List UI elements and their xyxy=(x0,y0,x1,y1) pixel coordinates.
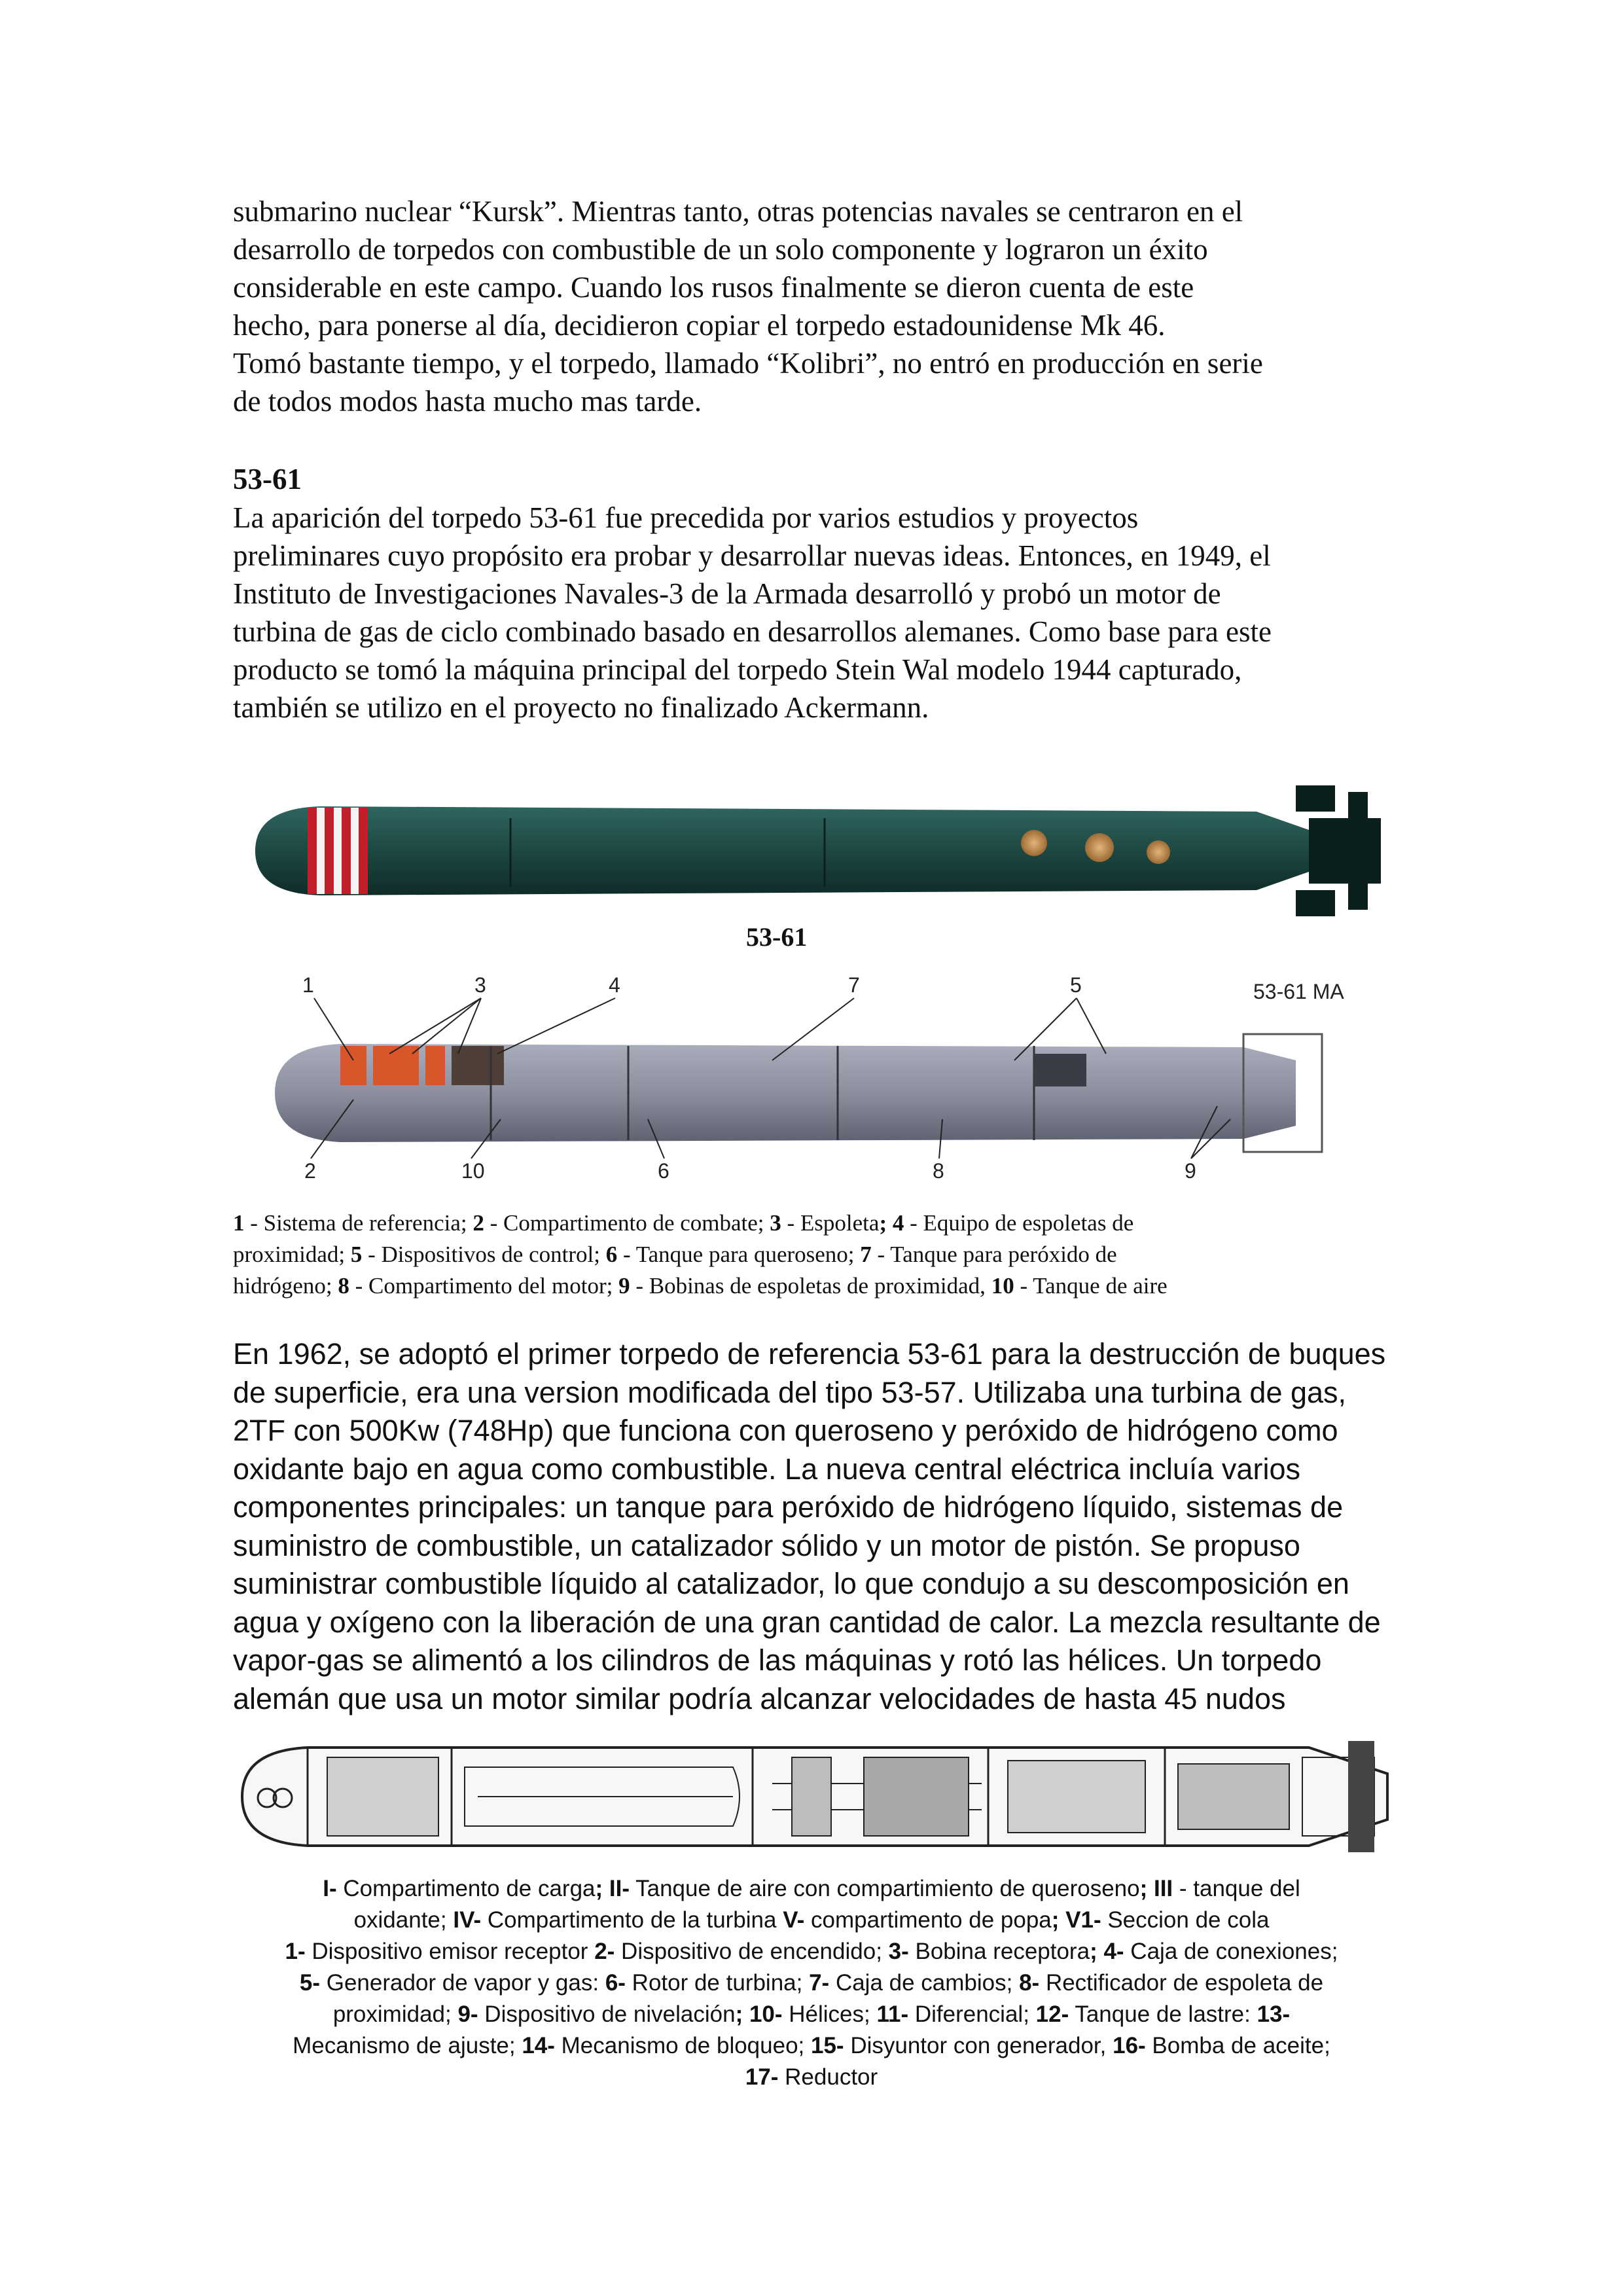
legend-line: proximidad; 9- Dispositivo de nivelación; 10- Hélices; 11- Diferencial; 12- Tanque de lastre: 13- xyxy=(332,2001,1291,2027)
diagram-legend xyxy=(233,1208,1398,1302)
model-label: 53-61 MA xyxy=(1253,980,1344,1003)
text-line: suministrar combustible líquido al catalizador, lo que condujo a su descomposición en xyxy=(233,1567,1349,1600)
text-line: considerable en este campo. Cuando los rusos finalmente se dieron cuenta de este xyxy=(233,271,1194,304)
text-line: Instituto de Investigaciones Navales-3 de la Armada desarrolló y probó un motor de xyxy=(233,577,1221,610)
legend-line: 5- Generador de vapor y gas: 6- Rotor de turbina; 7- Caja de cambios; 8- Rectificador de espoleta de xyxy=(299,1970,1324,1996)
text-line: Tomó bastante tiempo, y el torpedo, llamado “Kolibri”, no entró en producción en serie xyxy=(233,347,1263,380)
text-line: agua y oxígeno con la liberación de una gran cantidad de calor. La mezcla resultante de xyxy=(233,1605,1381,1639)
legend-line: 1- Dispositivo emisor receptor 2- Dispositivo de encendido; 3- Bobina receptora; 4- Caja de conexiones; xyxy=(285,1939,1338,1964)
section-heading: 53-61 xyxy=(233,463,302,495)
text-line: de todos modos hasta mucho mas tarde. xyxy=(233,385,702,418)
callout-label: 9 xyxy=(1185,1159,1196,1183)
callout-label: 3 xyxy=(474,973,486,997)
callout-label: 4 xyxy=(609,973,620,997)
callout-label: 10 xyxy=(461,1159,485,1183)
intro-paragraph xyxy=(233,192,1398,420)
text-line: vapor-gas se alimentó a los cilindros de las máquinas y rotó las hélices. Un torpedo xyxy=(233,1643,1322,1677)
legend-line: Mecanismo de ajuste; 14- Mecanismo de bloqueo; 15- Disyuntor con generador, 16- Bomba de aceite; xyxy=(293,2033,1330,2058)
text-line: La aparición del torpedo 53-61 fue precedida por varios estudios y proyectos xyxy=(233,501,1139,534)
photo-caption: 53-61 xyxy=(746,922,808,952)
text-line: también se utilizo en el proyecto no finalizado Ackermann. xyxy=(233,691,929,724)
text-line: hecho, para ponerse al día, decidieron copiar el torpedo estadounidense Mk 46. xyxy=(233,309,1166,342)
text-line: preliminares cuyo propósito era probar y desarrollar nuevas ideas. Entonces, en 1949, el xyxy=(233,539,1271,572)
text-line: 2TF con 500Kw (748Hp) que funciona con queroseno y peróxido de hidrógeno como xyxy=(233,1414,1338,1447)
callout-label: 7 xyxy=(848,973,860,997)
legend-line: oxidante; IV- Compartimento de la turbina V- compartimento de popa; V1- Seccion de cola xyxy=(353,1907,1270,1933)
text-line: turbina de gas de ciclo combinado basado en desarrollos alemanes. Como base para este xyxy=(233,615,1272,648)
torpedo-photo xyxy=(236,779,1400,923)
body-paragraph xyxy=(233,1335,1398,1718)
text-line: suministro de combustible, un catalizador sólido y un motor de pistón. Se propuso xyxy=(233,1528,1300,1562)
torpedo-technical-drawing xyxy=(236,1738,1414,1856)
callout-label: 1 xyxy=(302,973,314,997)
callout-label: 8 xyxy=(933,1159,944,1183)
legend-line: I- Compartimento de carga; II- Tanque de aire con compartimiento de queroseno; III - tanque del xyxy=(323,1876,1300,1901)
warning-stripes xyxy=(308,808,368,894)
callout-label: 5 xyxy=(1070,973,1082,997)
technical-legend xyxy=(216,1873,1407,2093)
callout-label: 6 xyxy=(658,1159,669,1183)
text-line: En 1962, se adoptó el primer torpedo de referencia 53-61 para la destrucción de buques xyxy=(233,1337,1386,1371)
history-paragraph xyxy=(233,499,1398,726)
text-line: de superficie, era una version modificada del tipo 53-57. Utilizaba una turbina de gas, xyxy=(233,1375,1347,1409)
text-line: alemán que usa un motor similar podría alcanzar velocidades de hasta 45 nudos xyxy=(233,1681,1286,1715)
torpedo-cutaway-diagram xyxy=(262,962,1361,1185)
text-line: componentes principales: un tanque para peróxido de hidrógeno líquido, sistemas de xyxy=(233,1490,1344,1524)
callout-label: 2 xyxy=(304,1159,316,1183)
text-line: submarino nuclear “Kursk”. Mientras tanto, otras potencias navales se centraron en el xyxy=(233,195,1243,228)
legend-line: 17- Reductor xyxy=(745,2064,878,2090)
legend-line: hidrógeno; 8 - Compartimento del motor; 9 - Bobinas de espoletas de proximidad, 10 - Tanque de aire xyxy=(233,1273,1168,1299)
legend-line: proximidad; 5 - Dispositivos de control; 6 - Tanque para queroseno; 7 - Tanque para peróxido de xyxy=(233,1242,1117,1267)
legend-line: 1 - Sistema de referencia; 2 - Compartimento de combate; 3 - Espoleta; 4 - Equipo de espoletas de xyxy=(233,1210,1134,1236)
text-line: producto se tomó la máquina principal del torpedo Stein Wal modelo 1944 capturado, xyxy=(233,653,1242,686)
text-line: oxidante bajo en agua como combustible. La nueva central eléctrica incluía varios xyxy=(233,1452,1300,1486)
text-line: desarrollo de torpedos con combustible de un solo componente y lograron un éxito xyxy=(233,233,1208,266)
